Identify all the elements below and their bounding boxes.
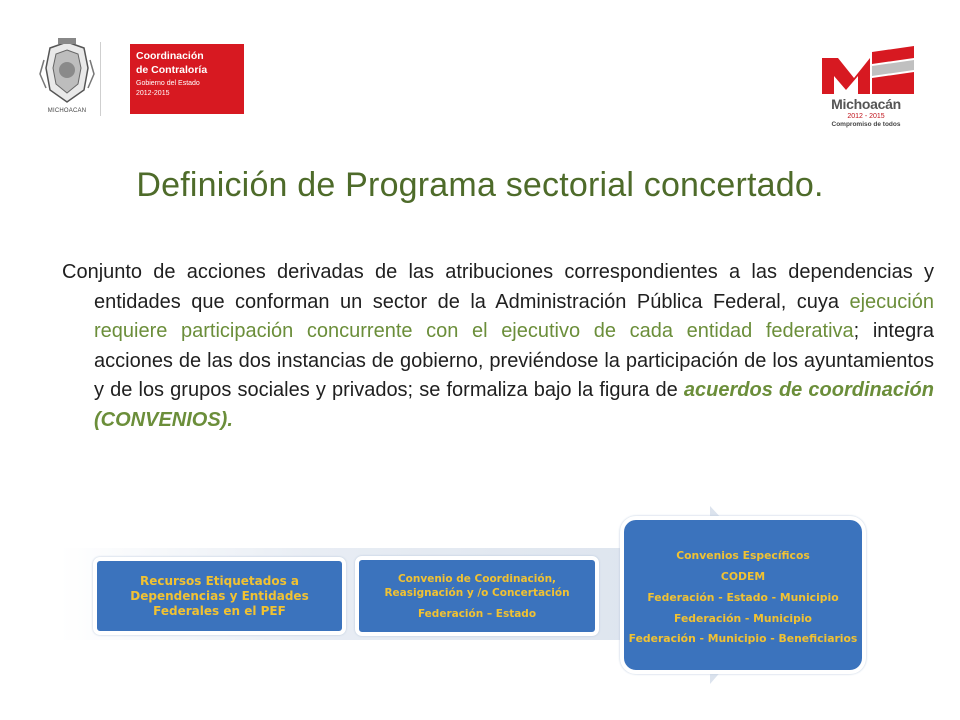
box2-line-2: Reasignación y /o Concertación <box>384 586 570 599</box>
process-diagram <box>60 500 900 700</box>
michoacan-wordmark: Michoacán <box>831 96 901 112</box>
specific-agreements-box <box>620 516 866 674</box>
paragraph-text-1: Conjunto de acciones derivadas de las atribuciones correspondientes a las dependencias y entidades que conforman un sector de la Administración Pública Federal, cuya <box>62 261 934 313</box>
box1-line-3: Federales en el PEF <box>153 603 286 618</box>
box2-line-3: Federación – Estado <box>417 607 537 620</box>
logo-line-3: Gobierno del Estado <box>136 80 200 87</box>
contraloria-badge <box>130 44 244 114</box>
box3-line-3: Federación - Estado - Municipio <box>647 590 839 604</box>
box2-line-1: Convenio de Coordinación, <box>397 572 557 585</box>
logo-line-2: de Contraloría <box>136 64 208 76</box>
box3-line-1: Convenios Específicos <box>676 548 810 562</box>
definition-paragraph <box>62 258 934 435</box>
paragraph-highlight: ejecución requiere participación concurrente con el ejecutivo de cada entidad federativa <box>94 290 934 342</box>
box3-line-2: CODEM <box>720 569 766 583</box>
michoacan-m-icon <box>816 44 916 98</box>
michoacan-logo <box>816 44 916 132</box>
box3-line-4: Federación - Municipio <box>674 611 812 625</box>
coordination-agreement-box <box>355 556 599 636</box>
box1-line-2: Dependencias y Entidades <box>130 588 309 603</box>
paragraph-text-2: ; integra acciones de las dos instancias de gobierno, previéndose la participación de los ayuntamientos y de los grupos sociales y privados; se formaliza bajo la figura de <box>94 320 934 401</box>
logo-line-4: 2012-2015 <box>136 90 170 97</box>
logo-line-1: Coordinación <box>136 50 204 62</box>
box3-line-5: Federación - Municipio - Beneficiarios <box>628 631 858 645</box>
box1-line-1: Recursos Etiquetados a <box>139 573 300 588</box>
slide-title: Definición de Programa sectorial concertado. <box>136 166 824 204</box>
contraloria-logo <box>38 38 206 120</box>
seal-caption: MICHOACAN <box>47 108 87 114</box>
pef-resources-box <box>93 557 346 635</box>
paragraph-emphasis: acuerdos de coordinación (CONVENIOS). <box>94 379 934 431</box>
michoacan-tagline: Compromiso de todos <box>831 121 901 128</box>
logo-divider <box>100 42 101 116</box>
michoacan-years: 2012 - 2015 <box>847 113 885 120</box>
